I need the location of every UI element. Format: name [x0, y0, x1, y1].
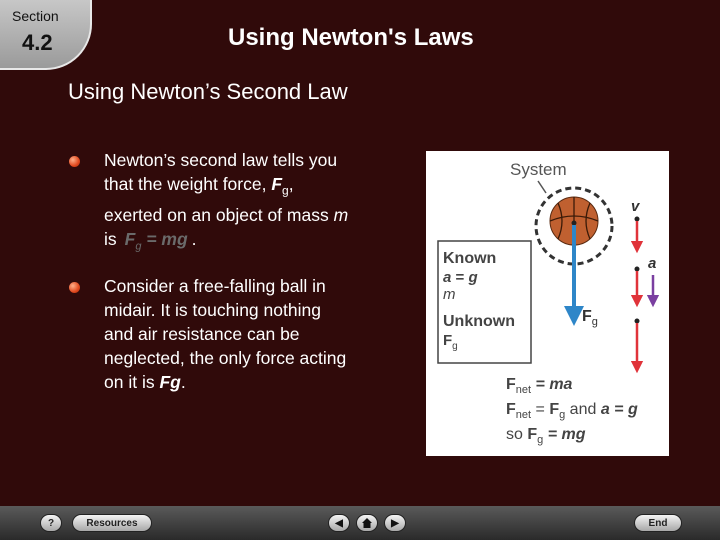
forward-arrow-icon: ▶ — [391, 517, 399, 529]
weight-equation: $F_g$ = mg — [124, 228, 188, 252]
section-number: 4.2 — [22, 30, 53, 55]
forward-button[interactable] — [384, 514, 406, 532]
unknown-force: $F_g$ — [443, 332, 458, 352]
help-icon: ? — [47, 517, 55, 529]
back-button[interactable] — [328, 514, 350, 532]
known-equation: a = g — [443, 269, 478, 286]
home-icon — [361, 517, 373, 529]
help-button[interactable] — [40, 514, 62, 532]
resources-button[interactable] — [72, 514, 152, 532]
bullet-1-text: Newton’s second law tells you that the weight force, $F_g$, exerted on an object of mass m is $F_g$ = mg . — [104, 150, 349, 252]
diagram-svg — [426, 151, 669, 456]
section-label: Section — [12, 8, 59, 24]
equation-3: so $F_g$ = mg — [506, 426, 586, 446]
slide-heading: Using Newton’s Second Law — [68, 79, 348, 104]
back-arrow-icon: ◀ — [335, 517, 343, 529]
known-label: Known — [443, 250, 497, 267]
system-leader-line — [538, 181, 546, 193]
navigation-bar — [0, 506, 720, 540]
fg-arrow-label: $F_g$ — [582, 308, 598, 328]
chapter-title: Using Newton's Laws — [228, 24, 474, 51]
unknown-label: Unknown — [443, 313, 515, 330]
resources-button-label: Resources — [86, 517, 138, 529]
velocity-label: v — [631, 198, 640, 215]
bullet-icon — [69, 282, 80, 293]
motion-point — [635, 319, 640, 324]
equation-1: $F_{net}$ = ma — [506, 376, 573, 396]
motion-point — [635, 217, 640, 222]
end-button-label: End — [648, 517, 668, 529]
end-button[interactable] — [634, 514, 682, 532]
home-button[interactable] — [356, 514, 378, 532]
bullet-icon — [69, 156, 80, 167]
equation-2: $F_{net} = F_g$ and a = g — [506, 401, 638, 421]
bullet-2-text: Consider a free-falling ball in midair. It is touching nothing and air resistance can be neglected, the only force acting on it is Fg. — [104, 276, 347, 392]
ball-center-point — [572, 221, 577, 226]
motion-point — [635, 267, 640, 272]
system-label: System — [510, 160, 567, 179]
free-body-diagram — [426, 151, 669, 456]
known-mass: m — [443, 286, 456, 303]
acceleration-label: a — [648, 255, 657, 272]
